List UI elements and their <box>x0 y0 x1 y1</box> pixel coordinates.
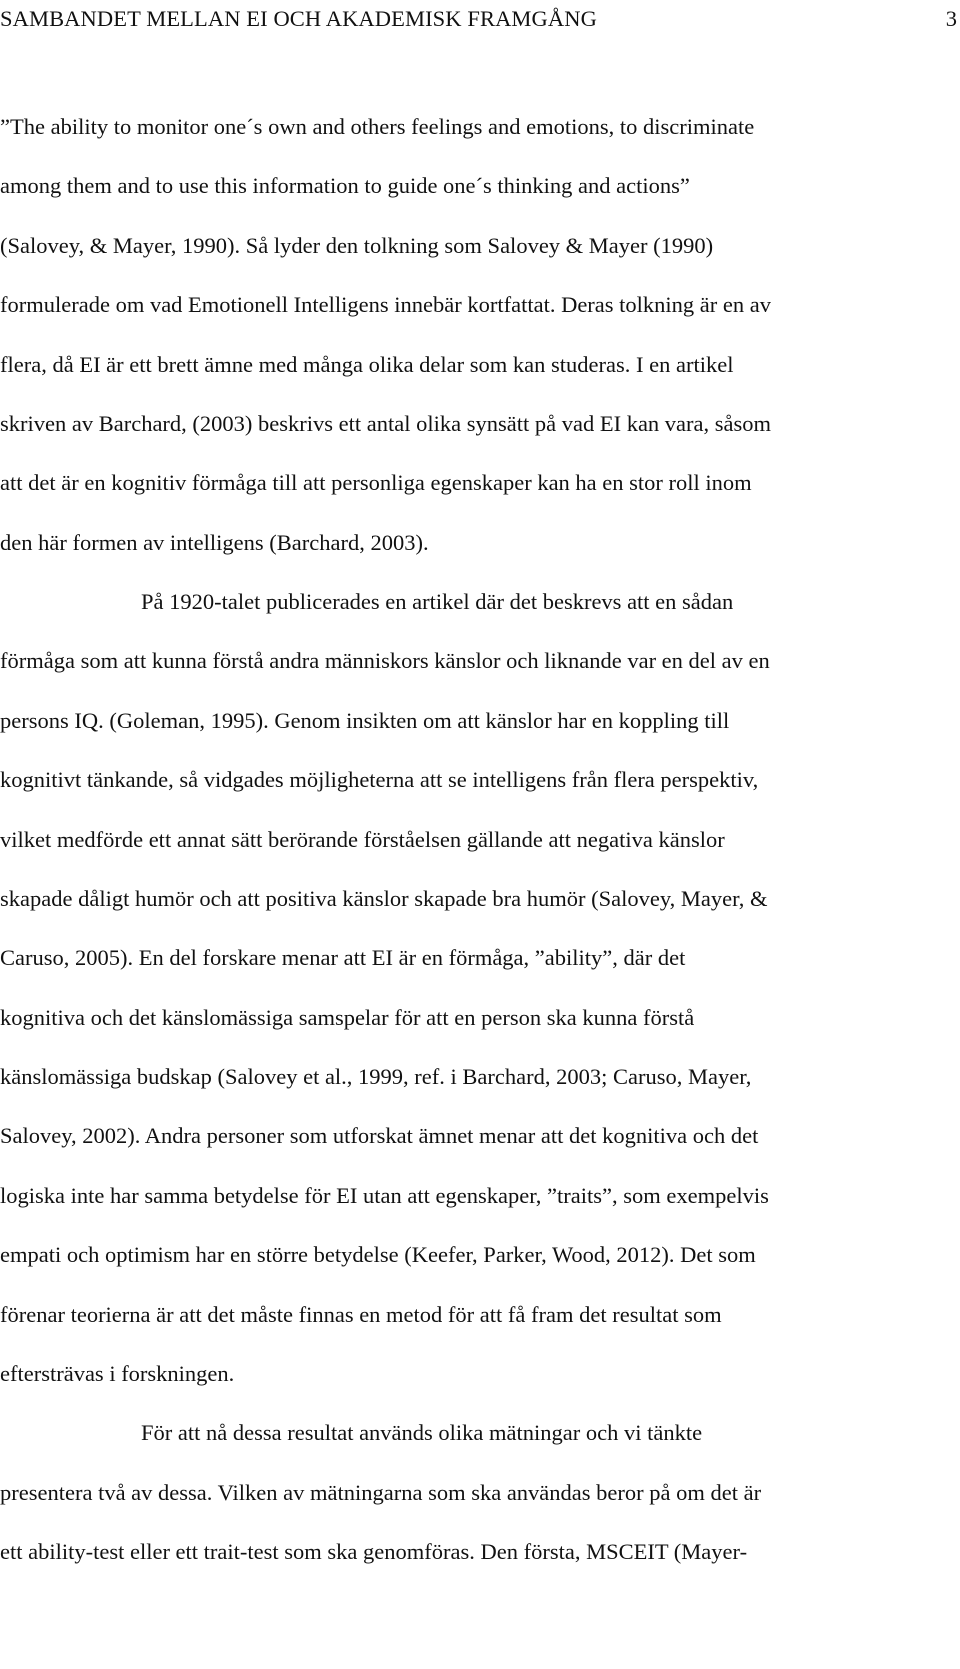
text-line: among them and to use this information to guide one´s thinking and actions” <box>0 173 690 198</box>
text-line: den här formen av intelligens (Barchard, 2003). <box>0 530 429 555</box>
text-line: kognitiva och det känslomässiga samspelar för att en person ska kunna förstå <box>0 1005 695 1030</box>
text-line: kognitivt tänkande, så vidgades möjligheterna att se intelligens från flera perspektiv, <box>0 767 759 792</box>
text-line: Salovey, 2002). Andra personer som utforskat ämnet menar att det kognitiva och det <box>0 1123 759 1148</box>
text-line: känslomässiga budskap (Salovey et al., 1999, ref. i Barchard, 2003; Caruso, Mayer, <box>0 1064 752 1089</box>
text-line: skriven av Barchard, (2003) beskrivs ett antal olika synsätt på vad EI kan vara, såsom <box>0 411 772 436</box>
text-line: (Salovey, & Mayer, 1990). Så lyder den tolkning som Salovey & Mayer (1990) <box>0 233 714 258</box>
text-line: flera, då EI är ett brett ämne med många olika delar som kan studeras. I en artikel <box>0 352 734 377</box>
text-line: persons IQ. (Goleman, 1995). Genom insikten om att känslor har en koppling till <box>0 708 730 733</box>
page-number: 3 <box>945 6 957 31</box>
text-line: ett ability-test eller ett trait-test som ska genomföras. Den första, MSCEIT (Mayer- <box>0 1539 748 1564</box>
text-line: presentera två av dessa. Vilken av mätningarna som ska användas beror på om det är <box>0 1480 762 1505</box>
text-line: att det är en kognitiv förmåga till att personliga egenskaper kan ha en stor roll inom <box>0 470 752 495</box>
text-line: vilket medförde ett annat sätt berörande förståelsen gällande att negativa känslor <box>0 827 725 852</box>
running-head: SAMBANDET MELLAN EI OCH AKADEMISK FRAMGÅNG <box>0 6 597 31</box>
text-line: Caruso, 2005). En del forskare menar att EI är en förmåga, ”ability”, där det <box>0 945 686 970</box>
text-line: ”The ability to monitor one´s own and others feelings and emotions, to discriminate <box>0 114 755 139</box>
text-line: förenar teorierna är att det måste finnas en metod för att få fram det resultat som <box>0 1302 722 1327</box>
text-line: logiska inte har samma betydelse för EI utan att egenskaper, ”traits”, som exempelvis <box>0 1183 769 1208</box>
text-line: formulerade om vad Emotionell Intelligens innebär kortfattat. Deras tolkning är en av <box>0 292 771 317</box>
text-line: empati och optimism har en större betydelse (Keefer, Parker, Wood, 2012). Det som <box>0 1242 756 1267</box>
paragraph-first-line: För att nå dessa resultat används olika mätningar och vi tänkte <box>141 1420 703 1445</box>
text-line: eftersträvas i forskningen. <box>0 1361 235 1386</box>
text-line: skapade dåligt humör och att positiva känslor skapade bra humör (Salovey, Mayer, & <box>0 886 768 911</box>
paragraph-first-line: På 1920-talet publicerades en artikel där det beskrevs att en sådan <box>141 589 734 614</box>
text-line: förmåga som att kunna förstå andra människors känslor och liknande var en del av en <box>0 648 770 673</box>
